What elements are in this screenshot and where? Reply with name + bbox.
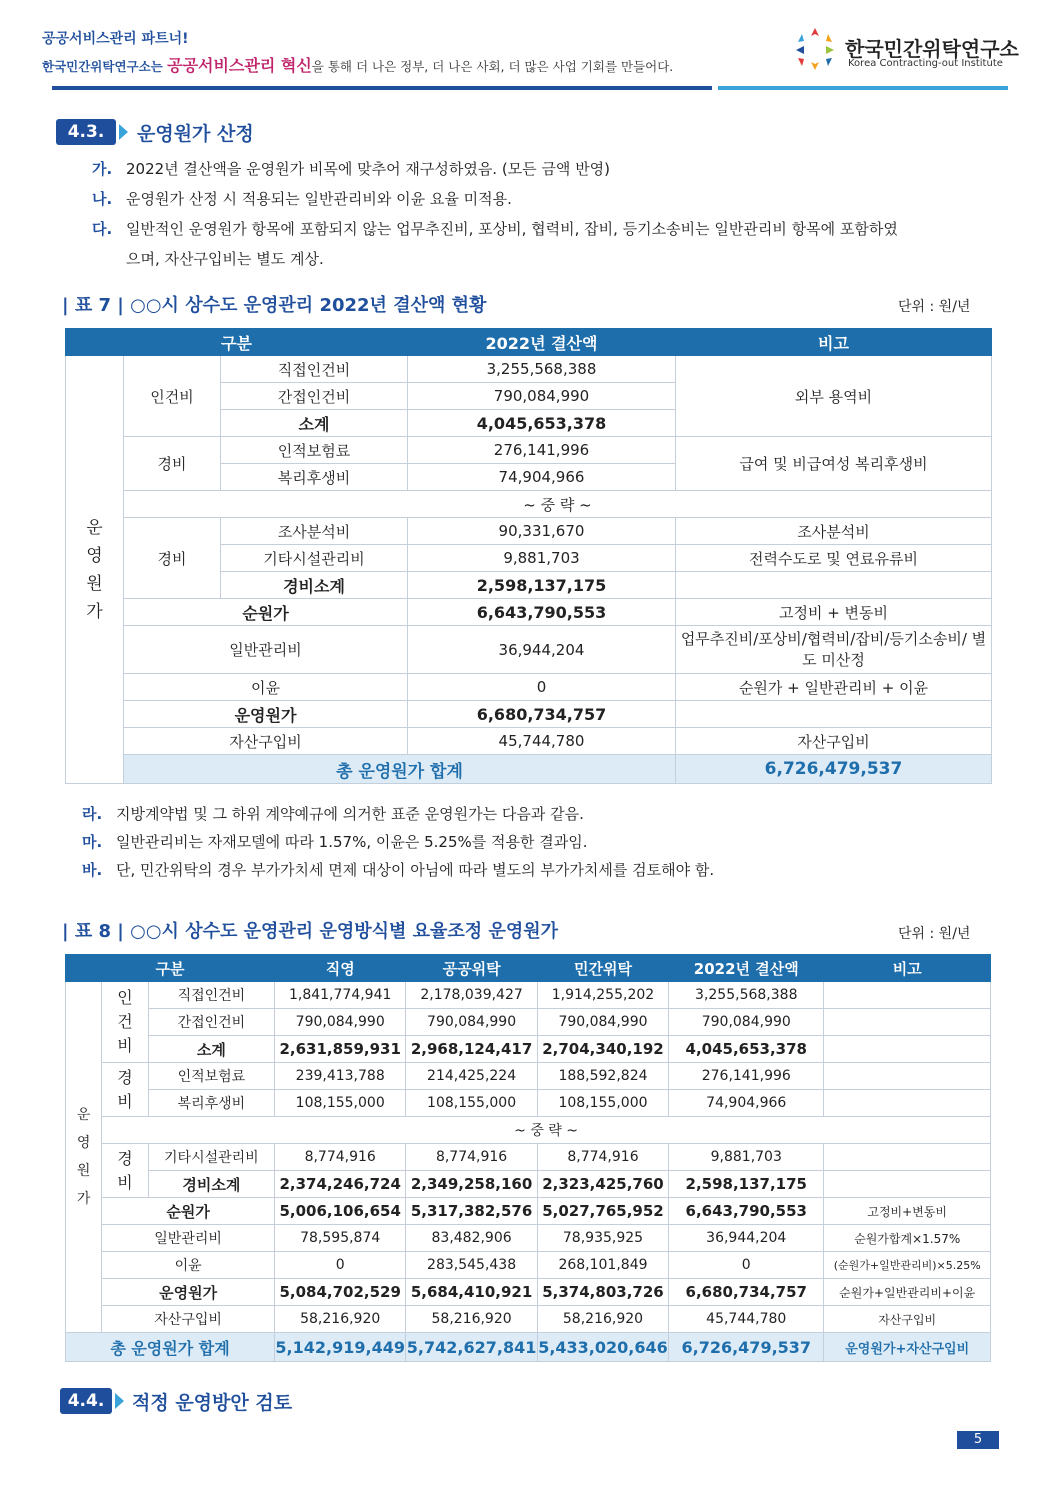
table7-cell: 일반관리비 <box>124 626 408 674</box>
table8 <box>65 954 991 1362</box>
table8-cell: 4,045,653,378 <box>669 1036 824 1063</box>
table8-cell: 214,425,224 <box>406 1063 537 1090</box>
paragraph-ga: 가. 2022년 결산액을 운영원가 비목에 맞추어 재구성하였음. (모든 금액 반영) <box>92 160 611 178</box>
table8-cell: 2,704,340,192 <box>537 1036 668 1063</box>
section-number: 4.4. <box>60 1388 112 1414</box>
table7-cell: 자산구입비 <box>676 728 992 755</box>
table7-cell: 인적보험료 <box>221 437 408 464</box>
table8-cell: 283,545,438 <box>406 1252 537 1279</box>
table7-group-labor: 인건비 <box>124 356 221 437</box>
table8-cell: 5,006,106,654 <box>275 1198 406 1225</box>
table8-cell: 790,084,990 <box>275 1009 406 1036</box>
table7-omitted: ~ 중 략 ~ <box>124 491 992 518</box>
table8-cell: 78,595,874 <box>275 1225 406 1252</box>
table8-cell: 268,101,849 <box>537 1252 668 1279</box>
table8-cell: 2,323,425,760 <box>537 1171 668 1198</box>
table8-cell: 83,482,906 <box>406 1225 537 1252</box>
institute-logo-icon <box>790 26 840 72</box>
table8-cell: 108,155,000 <box>406 1090 537 1117</box>
table8-cell: 8,774,916 <box>275 1144 406 1171</box>
table7-cell: 경비소계 <box>221 572 408 599</box>
table7-cell: 6,680,734,757 <box>408 701 676 728</box>
table7-cell: 조사분석비 <box>221 518 408 545</box>
table8-title: | 표 8 | ○○시 상수도 운영관리 운영방식별 요율조정 운영원가 <box>62 921 559 942</box>
table8-cell <box>824 1063 991 1090</box>
table8-total-value: 5,142,919,449 <box>275 1333 406 1362</box>
table7-cell: 고정비 + 변동비 <box>676 599 992 626</box>
table7-header-note: 비고 <box>676 329 992 356</box>
table8-cell: 45,744,780 <box>669 1306 824 1333</box>
table8-cell: 간접인건비 <box>148 1009 274 1036</box>
table8-cell: 이윤 <box>102 1252 275 1279</box>
table7-group-expense-2: 경비 <box>124 518 221 599</box>
table8-unit: 단위 : 원/년 <box>898 926 971 942</box>
table8-cell: 복리후생비 <box>148 1090 274 1117</box>
table8-cell: 2,631,859,931 <box>275 1036 406 1063</box>
table8-cell: 0 <box>275 1252 406 1279</box>
table8-group-labor: 인 건 비 <box>102 982 149 1063</box>
table8-cell <box>824 982 991 1009</box>
table8-row-group-label: 운 영 원 가 <box>66 982 102 1333</box>
table7-cell: 자산구입비 <box>124 728 408 755</box>
table8-cell: 자산구입비 <box>824 1306 991 1333</box>
table7-cell: 외부 용역비 <box>676 356 992 437</box>
table8-cell: 78,935,925 <box>537 1225 668 1252</box>
paragraph-ma: 마. 일반관리비는 자재모델에 따라 1.57%, 이윤은 5.25%를 적용한 결과임. <box>82 833 588 851</box>
table7-unit: 단위 : 원/년 <box>898 299 971 315</box>
table8-cell: (순원가+일반관리비)×5.25% <box>824 1252 991 1279</box>
table8-total-value: 6,726,479,537 <box>669 1333 824 1362</box>
table8-cell: 2,349,258,160 <box>406 1171 537 1198</box>
table8-cell: 2,178,039,427 <box>406 982 537 1009</box>
table8-header: 공공위탁 <box>406 955 537 982</box>
table8-cell: 239,413,788 <box>275 1063 406 1090</box>
table8-cell: 58,216,920 <box>406 1306 537 1333</box>
header-slogan: 공공서비스관리 파트너! <box>42 31 189 47</box>
paragraph-ra: 라. 지방계약법 및 그 하위 계약예규에 의거한 표준 운영원가는 다음과 같음. <box>82 805 584 823</box>
table7-cell: 9,881,703 <box>408 545 676 572</box>
table8-cell: 276,141,996 <box>669 1063 824 1090</box>
table8-group-expense-2: 경 비 <box>102 1144 149 1198</box>
table8-header: 직영 <box>275 955 406 982</box>
header-rule <box>52 86 712 90</box>
table7-header-amount: 2022년 결산액 <box>408 329 676 356</box>
table8-cell: 790,084,990 <box>669 1009 824 1036</box>
table7-group-expense: 경비 <box>124 437 221 491</box>
table7-cell: 조사분석비 <box>676 518 992 545</box>
table8-header: 민간위탁 <box>537 955 668 982</box>
table8-cell: 6,643,790,553 <box>669 1198 824 1225</box>
table8-cell: 2,374,246,724 <box>275 1171 406 1198</box>
table7-cell: 순원가 + 일반관리비 + 이윤 <box>676 674 992 701</box>
table8-cell: 2,968,124,417 <box>406 1036 537 1063</box>
table7-cell: 45,744,780 <box>408 728 676 755</box>
table8-cell: 58,216,920 <box>537 1306 668 1333</box>
table8-header: 2022년 결산액 <box>669 955 824 982</box>
table8-cell: 2,598,137,175 <box>669 1171 824 1198</box>
table7-cell: 4,045,653,378 <box>408 410 676 437</box>
section-title: 운영원가 산정 <box>137 123 254 145</box>
table8-cell: 0 <box>669 1252 824 1279</box>
table8-cell: 인적보험료 <box>148 1063 274 1090</box>
table7-cell: 90,331,670 <box>408 518 676 545</box>
table8-cell: 9,881,703 <box>669 1144 824 1171</box>
table7-cell: 36,944,204 <box>408 626 676 674</box>
table8-cell: 5,027,765,952 <box>537 1198 668 1225</box>
table8-cell <box>824 1090 991 1117</box>
table7-cell: 업무추진비/포상비/협력비/잡비/등기소송비/ 별도 미산정 <box>676 626 992 674</box>
table8-cell: 순원가 <box>102 1198 275 1225</box>
section-title: 적정 운영방안 검토 <box>132 1392 293 1414</box>
table7-cell: 전력수도로 및 연료유류비 <box>676 545 992 572</box>
table7-cell: 0 <box>408 674 676 701</box>
table8-cell: 일반관리비 <box>102 1225 275 1252</box>
table8-cell: 3,255,568,388 <box>669 982 824 1009</box>
table8-cell <box>824 1036 991 1063</box>
table8-cell: 5,084,702,529 <box>275 1279 406 1306</box>
table8-cell: 5,317,382,576 <box>406 1198 537 1225</box>
table8-cell: 5,684,410,921 <box>406 1279 537 1306</box>
institute-name-en: Korea Contracting-out Institute <box>848 58 1003 69</box>
table8-header: 구분 <box>66 955 275 982</box>
table7-cell <box>676 701 992 728</box>
table8-cell: 8,774,916 <box>406 1144 537 1171</box>
section-arrow-icon <box>119 124 128 140</box>
table8-total-value: 5,742,627,841 <box>406 1333 537 1362</box>
table8-omitted: ~ 중 략 ~ <box>102 1117 991 1144</box>
table7-cell: 급여 및 비급여성 복리후생비 <box>676 437 992 491</box>
table7-cell: 6,643,790,553 <box>408 599 676 626</box>
table8-cell: 직접인건비 <box>148 982 274 1009</box>
table8-cell: 58,216,920 <box>275 1306 406 1333</box>
table8-cell: 108,155,000 <box>537 1090 668 1117</box>
table8-cell: 8,774,916 <box>537 1144 668 1171</box>
table7-cell: 운영원가 <box>124 701 408 728</box>
table8-cell <box>824 1171 991 1198</box>
table8-cell: 36,944,204 <box>669 1225 824 1252</box>
table7-total-value: 6,726,479,537 <box>676 755 992 784</box>
table7-cell: 간접인건비 <box>221 383 408 410</box>
table8-total-value: 5,433,020,646 <box>537 1333 668 1362</box>
table8-cell: 경비소계 <box>148 1171 274 1198</box>
table8-cell: 790,084,990 <box>537 1009 668 1036</box>
table7-header-category: 구분 <box>66 329 408 356</box>
table8-cell: 순원가+일반관리비+이윤 <box>824 1279 991 1306</box>
paragraph-na: 나. 운영원가 산정 시 적용되는 일반관리비와 이윤 요율 미적용. <box>92 190 512 208</box>
table8-cell: 74,904,966 <box>669 1090 824 1117</box>
paragraph-da-cont: 으며, 자산구입비는 별도 계상. <box>126 250 324 268</box>
table7-cell <box>676 572 992 599</box>
table8-cell: 1,914,255,202 <box>537 982 668 1009</box>
table7-cell: 이윤 <box>124 674 408 701</box>
header-tagline: 한국민간위탁연구소는 공공서비스관리 혁신을 통해 더 나은 정부, 더 나은 사회, 더 많은 사업 기회를 만들어다. <box>42 56 674 75</box>
table8-cell: 108,155,000 <box>275 1090 406 1117</box>
paragraph-da: 다. 일반적인 운영원가 항목에 포함되지 않는 업무추진비, 포상비, 협력비, 잡비, 등기소송비는 일반관리비 항목에 포함하였 <box>92 220 898 238</box>
header-rule-accent <box>718 86 1008 90</box>
section-number: 4.3. <box>56 119 116 145</box>
table8-cell <box>824 1009 991 1036</box>
table8-cell: 고정비+변동비 <box>824 1198 991 1225</box>
page-number: 5 <box>957 1431 999 1449</box>
table7-total-label: 총 운영원가 합계 <box>124 755 676 784</box>
table8-total-note: 운영원가+자산구입비 <box>824 1333 991 1362</box>
table7-cell: 복리후생비 <box>221 464 408 491</box>
table7-cell: 276,141,996 <box>408 437 676 464</box>
table7-cell: 순원가 <box>124 599 408 626</box>
table7-cell: 790,084,990 <box>408 383 676 410</box>
table7-cell: 74,904,966 <box>408 464 676 491</box>
table8-cell: 소계 <box>148 1036 274 1063</box>
table8-header: 비고 <box>824 955 991 982</box>
table7-cell: 2,598,137,175 <box>408 572 676 599</box>
table7-title: | 표 7 | ○○시 상수도 운영관리 2022년 결산액 현황 <box>62 295 487 316</box>
table7-cell: 기타시설관리비 <box>221 545 408 572</box>
table8-cell: 1,841,774,941 <box>275 982 406 1009</box>
table8-cell: 기타시설관리비 <box>148 1144 274 1171</box>
paragraph-ba: 바. 단, 민간위탁의 경우 부가가치세 면제 대상이 아님에 따라 별도의 부가가치세를 검토해야 함. <box>82 861 715 879</box>
table7-cell: 직접인건비 <box>221 356 408 383</box>
section-arrow-icon <box>115 1393 124 1409</box>
table8-cell: 운영원가 <box>102 1279 275 1306</box>
table8-cell: 188,592,824 <box>537 1063 668 1090</box>
table8-cell: 790,084,990 <box>406 1009 537 1036</box>
table8-cell: 6,680,734,757 <box>669 1279 824 1306</box>
table8-group-expense: 경 비 <box>102 1063 149 1117</box>
table8-total-label: 총 운영원가 합계 <box>66 1333 275 1362</box>
table7-row-group-label: 운 영 원 가 <box>66 356 124 784</box>
table8-cell <box>824 1144 991 1171</box>
table8-cell: 5,374,803,726 <box>537 1279 668 1306</box>
table8-cell: 자산구입비 <box>102 1306 275 1333</box>
table7-cell: 3,255,568,388 <box>408 356 676 383</box>
table8-cell: 순원가합계×1.57% <box>824 1225 991 1252</box>
table7-cell: 소계 <box>221 410 408 437</box>
table7 <box>65 328 992 784</box>
institute-name: 한국민간위탁연구소 <box>845 37 1019 61</box>
